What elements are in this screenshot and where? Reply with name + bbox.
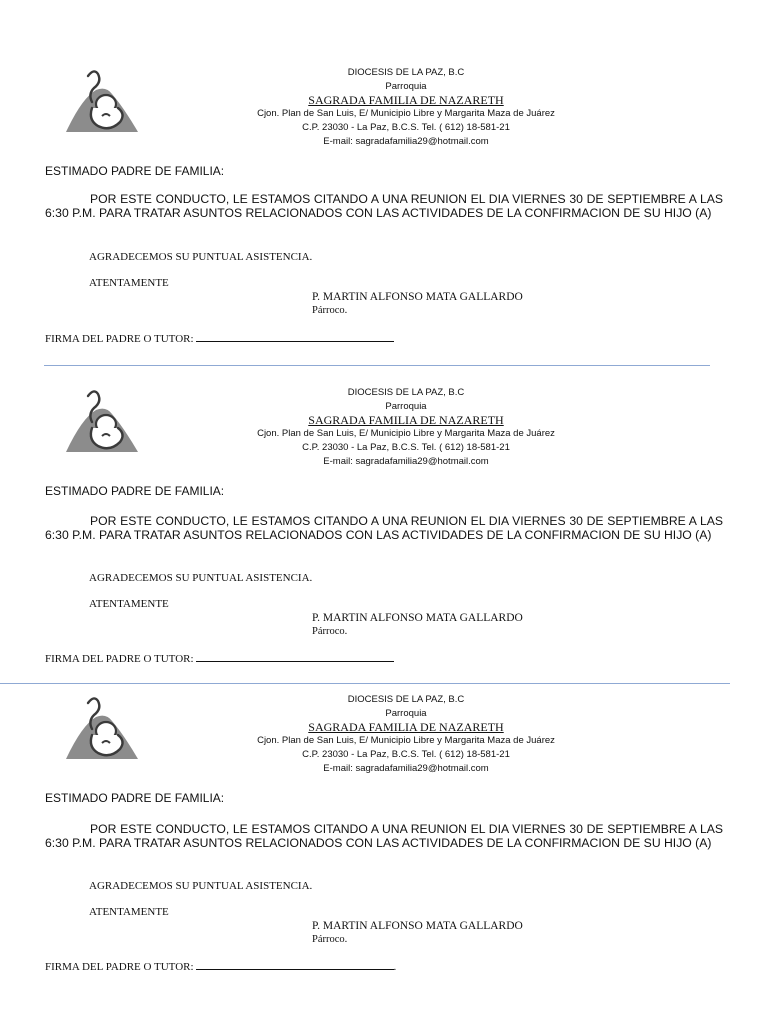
thanks-text: AGRADECEMOS SU PUNTUAL ASISTENCIA. (89, 880, 313, 892)
separator-line-1 (44, 365, 710, 366)
parish-postal-phone: C.P. 23030 - La Paz, B.C.S. Tel. ( 612) 18-581-21 (302, 122, 510, 133)
notice-body (45, 192, 723, 220)
greeting: ESTIMADO PADRE DE FAMILIA: (45, 791, 225, 805)
parish-address: Cjon. Plan de San Luis, E/ Municipio Libre y Margarita Maza de Juárez (257, 428, 555, 439)
parroquia-label: Parroquia (385, 81, 427, 92)
parish-header (236, 386, 576, 469)
notice-2 (0, 386, 768, 686)
signature-label: FIRMA DEL PADRE O TUTOR: (45, 961, 194, 973)
parish-header (236, 693, 576, 776)
parroquia-label: Parroquia (385, 401, 427, 412)
parish-name: SAGRADA FAMILIA DE NAZARETH (308, 720, 504, 734)
signature-row (45, 960, 396, 973)
parish-name: SAGRADA FAMILIA DE NAZARETH (308, 93, 504, 107)
signature-suffix: . (393, 961, 397, 973)
notice-body-text: POR ESTE CONDUCTO, LE ESTAMOS CITANDO A UNA REUNION EL DIA VIERNES 30 DE SEPTIEMBRE A LAS 6:30 P.M. PARA TRATAR ASUNTOS RELACIONADOS CON LAS ACTIVIDADES DE LA CONFIRMACION DE SU HIJO (A) (45, 514, 723, 542)
signature-line[interactable] (196, 960, 394, 970)
separator-line-2 (0, 683, 730, 684)
parish-email: E-mail: sagradafamilia29@hotmail.com (323, 456, 489, 467)
signer-name: P. MARTIN ALFONSO MATA GALLARDO (312, 920, 523, 932)
notice-1 (0, 66, 768, 366)
parish-address: Cjon. Plan de San Luis, E/ Municipio Libre y Margarita Maza de Juárez (257, 735, 555, 746)
closing-text: ATENTAMENTE (89, 906, 169, 918)
parish-postal-phone: C.P. 23030 - La Paz, B.C.S. Tel. ( 612) 18-581-21 (302, 749, 510, 760)
diocese-name: DIOCESIS DE LA PAZ, B.C (347, 67, 465, 78)
signer-block (312, 920, 523, 946)
thanks-text: AGRADECEMOS SU PUNTUAL ASISTENCIA. (89, 572, 313, 584)
parroquia-label: Parroquia (385, 708, 427, 719)
signature-line[interactable] (196, 652, 394, 662)
thanks-text: AGRADECEMOS SU PUNTUAL ASISTENCIA. (89, 251, 313, 263)
parish-postal-phone: C.P. 23030 - La Paz, B.C.S. Tel. ( 612) 18-581-21 (302, 442, 510, 453)
signer-role: Párroco. (312, 626, 348, 637)
notice-body-text: POR ESTE CONDUCTO, LE ESTAMOS CITANDO A UNA REUNION EL DIA VIERNES 30 DE SEPTIEMBRE A LAS 6:30 P.M. PARA TRATAR ASUNTOS RELACIONADOS CON LAS ACTIVIDADES DE LA CONFIRMACION DE SU HIJO (A) (45, 822, 723, 850)
signature-row (45, 652, 394, 665)
signature-row (45, 332, 394, 345)
signature-line[interactable] (196, 332, 394, 342)
parish-email: E-mail: sagradafamilia29@hotmail.com (323, 763, 489, 774)
closing-text: ATENTAMENTE (89, 277, 169, 289)
greeting: ESTIMADO PADRE DE FAMILIA: (45, 164, 225, 178)
holy-family-logo-icon (62, 68, 140, 136)
signer-name: P. MARTIN ALFONSO MATA GALLARDO (312, 612, 523, 624)
signer-block (312, 612, 523, 638)
parish-email: E-mail: sagradafamilia29@hotmail.com (323, 136, 489, 147)
notice-body-text: POR ESTE CONDUCTO, LE ESTAMOS CITANDO A UNA REUNION EL DIA VIERNES 30 DE SEPTIEMBRE A LAS 6:30 P.M. PARA TRATAR ASUNTOS RELACIONADOS CON LAS ACTIVIDADES DE LA CONFIRMACION DE SU HIJO (A) (45, 192, 723, 220)
signature-label: FIRMA DEL PADRE O TUTOR: (45, 653, 194, 665)
closing-text: ATENTAMENTE (89, 598, 169, 610)
notice-body (45, 514, 723, 542)
notice-body (45, 822, 723, 850)
greeting: ESTIMADO PADRE DE FAMILIA: (45, 484, 225, 498)
diocese-name: DIOCESIS DE LA PAZ, B.C (347, 694, 465, 705)
signer-role: Párroco. (312, 305, 348, 316)
parish-header (236, 66, 576, 149)
holy-family-logo-icon (62, 695, 140, 763)
signature-label: FIRMA DEL PADRE O TUTOR: (45, 333, 194, 345)
signer-name: P. MARTIN ALFONSO MATA GALLARDO (312, 291, 523, 303)
diocese-name: DIOCESIS DE LA PAZ, B.C (347, 387, 465, 398)
parish-name: SAGRADA FAMILIA DE NAZARETH (308, 413, 504, 427)
signer-role: Párroco. (312, 934, 348, 945)
notice-3 (0, 693, 768, 993)
parish-address: Cjon. Plan de San Luis, E/ Municipio Libre y Margarita Maza de Juárez (257, 108, 555, 119)
holy-family-logo-icon (62, 388, 140, 456)
signer-block (312, 291, 523, 317)
